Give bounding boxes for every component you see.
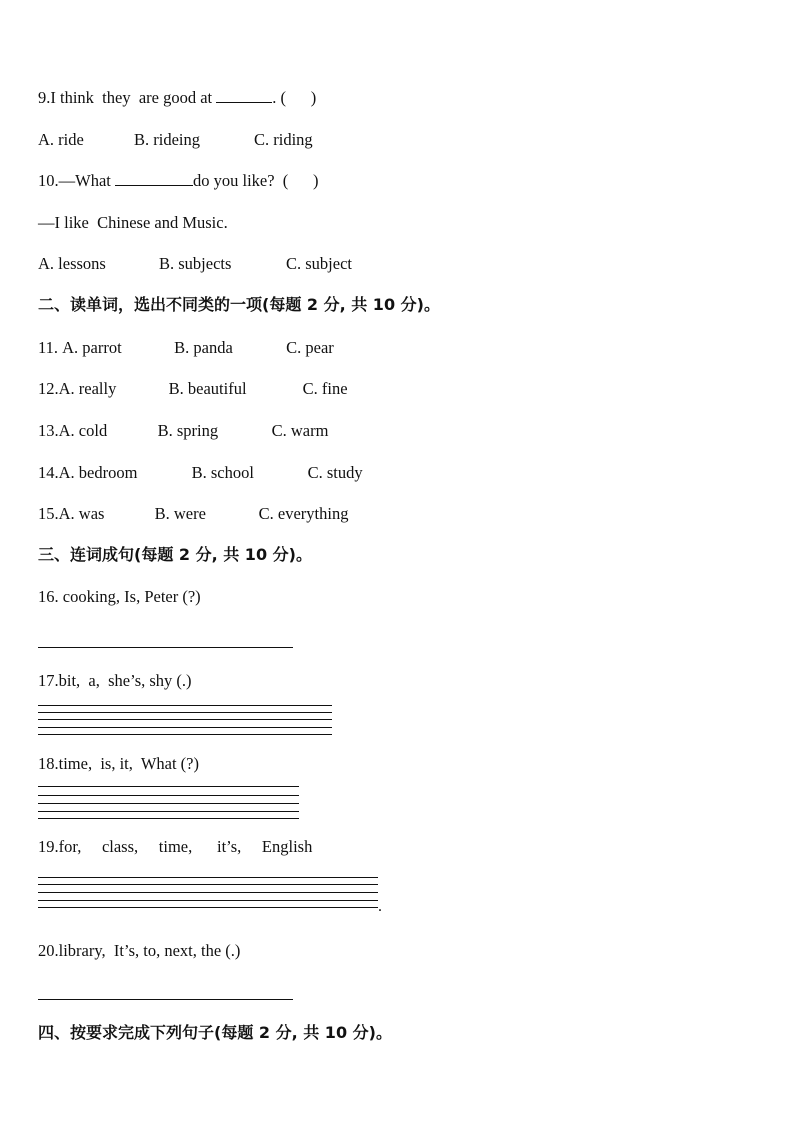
option-b[interactable]: B. spring	[157, 421, 219, 440]
answer-line[interactable]	[38, 712, 332, 713]
option-b[interactable]: B. panda	[174, 338, 233, 357]
question-number: 17.	[38, 671, 59, 690]
question-number: 18.	[38, 754, 59, 773]
question-number: 15.	[38, 504, 59, 523]
answer-line[interactable]	[38, 803, 299, 804]
option-a[interactable]: A. ride	[38, 130, 84, 149]
question-stem: I think they are good at	[50, 88, 217, 107]
question-17	[38, 671, 192, 691]
answer-line[interactable]	[38, 892, 378, 893]
question-number: 14.	[38, 463, 59, 482]
question-20	[38, 941, 240, 961]
question-16	[38, 587, 201, 607]
answer-line[interactable]	[38, 786, 299, 787]
question-number: 16.	[38, 587, 59, 606]
question-9-options	[38, 130, 313, 150]
section-2-title: 二、读单词，选出不同类的一项(每题 2 分, 共 10 分)。	[38, 295, 440, 314]
answer-line[interactable]	[38, 884, 378, 885]
answer-line[interactable]	[38, 877, 378, 878]
answer-line[interactable]	[38, 999, 293, 1000]
question-11	[38, 338, 334, 358]
answer-line[interactable]	[38, 811, 299, 812]
answer-line[interactable]	[38, 734, 332, 735]
answer-line[interactable]	[38, 795, 299, 796]
answer-line[interactable]	[38, 705, 332, 706]
answer-line[interactable]	[38, 727, 332, 728]
answer-line[interactable]	[38, 900, 378, 901]
scrambled-words: bit, a, she’s, shy (.)	[58, 671, 192, 690]
question-10-reply: —I like Chinese and Music.	[38, 213, 228, 232]
section-4-title: 四、按要求完成下列句子(每题 2 分, 共 10 分)。	[38, 1023, 392, 1042]
option-a[interactable]: A. lessons	[38, 254, 106, 273]
question-number: 11.	[38, 338, 63, 357]
option-a[interactable]: A. cold	[58, 421, 108, 440]
option-c[interactable]: C. warm	[271, 421, 329, 440]
option-c[interactable]: C. study	[307, 463, 363, 482]
option-a[interactable]: A. bedroom	[58, 463, 138, 482]
option-c[interactable]: C. everything	[258, 504, 349, 523]
answer-blank[interactable]	[115, 171, 193, 186]
answer-bracket: do you like? ( )	[192, 171, 319, 190]
option-c[interactable]: C. pear	[286, 338, 334, 357]
question-number: 12.	[38, 379, 59, 398]
question-number: 10.	[38, 171, 59, 190]
question-number: 19.	[38, 837, 59, 856]
scrambled-words: for, class, time, it’s, English	[58, 837, 313, 856]
answer-line[interactable]	[38, 719, 332, 720]
answer-line[interactable]	[38, 647, 293, 648]
question-stem: —What	[58, 171, 115, 190]
option-b[interactable]: B. school	[191, 463, 254, 482]
option-b[interactable]: B. were	[154, 504, 206, 523]
option-a[interactable]: A. parrot	[62, 338, 122, 357]
question-10-options	[38, 254, 352, 274]
option-c[interactable]: C. riding	[254, 130, 313, 149]
option-a[interactable]: A. really	[58, 379, 117, 398]
answer-bracket: . ( )	[272, 88, 317, 107]
question-13	[38, 421, 328, 441]
question-number: 20.	[38, 941, 59, 960]
question-14	[38, 463, 363, 483]
option-b[interactable]: B. rideing	[134, 130, 200, 149]
option-b[interactable]: B. subjects	[159, 254, 232, 273]
option-b[interactable]: B. beautiful	[168, 379, 247, 398]
section-3-title: 三、连词成句(每题 2 分, 共 10 分)。	[38, 545, 312, 564]
sentence-period: .	[378, 898, 382, 915]
option-a[interactable]: A. was	[58, 504, 105, 523]
option-c[interactable]: C. fine	[302, 379, 348, 398]
question-10	[38, 171, 319, 191]
scrambled-words: library, It’s, to, next, the (.)	[58, 941, 241, 960]
question-19	[38, 837, 312, 857]
answer-line[interactable]	[38, 818, 299, 819]
scrambled-words: time, is, it, What (?)	[58, 754, 199, 773]
question-18	[38, 754, 199, 774]
scrambled-words: cooking, Is, Peter (?)	[58, 587, 201, 606]
question-15	[38, 504, 348, 524]
question-number: 13.	[38, 421, 59, 440]
question-number: 9.	[38, 88, 51, 107]
answer-blank[interactable]	[216, 88, 272, 103]
option-c[interactable]: C. subject	[286, 254, 352, 273]
question-12	[38, 379, 348, 399]
question-9	[38, 88, 316, 108]
answer-line[interactable]	[38, 907, 378, 908]
